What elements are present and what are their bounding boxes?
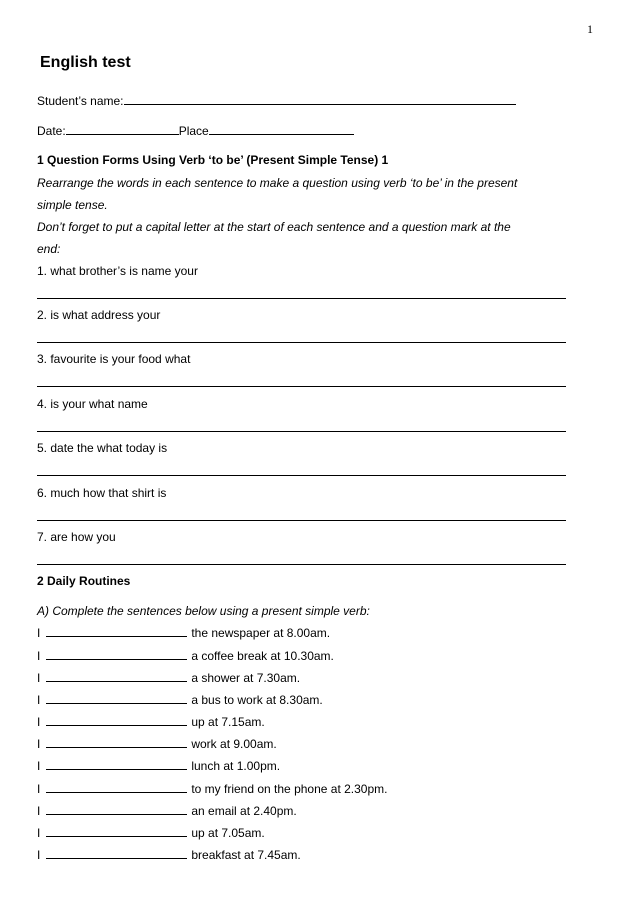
routine-sentence-5 — [37, 714, 265, 730]
section1-instruction-3: Don’t forget to put a capital letter at the start of each sentence and a question mark at the — [37, 220, 511, 234]
student-name-row — [37, 93, 516, 109]
routine-sentence-10 — [37, 825, 265, 841]
sentence-subject: I — [37, 649, 41, 663]
sentence-subject: I — [37, 671, 41, 685]
routine-sentence-6 — [37, 736, 277, 752]
sentence-subject: I — [37, 804, 41, 818]
question-item-6: 6. much how that shirt is — [37, 486, 167, 500]
verb-blank-3[interactable] — [46, 670, 187, 682]
student-name-field[interactable] — [124, 93, 516, 105]
verb-blank-9[interactable] — [46, 803, 187, 815]
sentence-subject: I — [37, 759, 41, 773]
sentence-subject: I — [37, 626, 41, 640]
sentence-text: a bus to work at 8.30am. — [191, 693, 323, 707]
date-label: Date: — [37, 124, 66, 138]
routine-sentence-8 — [37, 781, 387, 797]
answer-line-7[interactable] — [37, 564, 566, 565]
routine-sentence-9 — [37, 803, 297, 819]
date-place-row — [37, 123, 354, 139]
verb-blank-6[interactable] — [46, 736, 187, 748]
verb-blank-11[interactable] — [46, 847, 187, 859]
sentence-subject: I — [37, 782, 41, 796]
sentence-text: an email at 2.40pm. — [191, 804, 297, 818]
answer-line-4[interactable] — [37, 431, 566, 432]
routine-sentence-4 — [37, 692, 323, 708]
answer-line-2[interactable] — [37, 342, 566, 343]
sentence-subject: I — [37, 826, 41, 840]
student-name-label: Student’s name: — [37, 94, 124, 108]
section2-heading: 2 Daily Routines — [37, 574, 131, 588]
section1-heading: 1 Question Forms Using Verb ‘to be’ (Present Simple Tense) 1 — [37, 153, 389, 167]
sentence-subject: I — [37, 848, 41, 862]
sentence-text: a coffee break at 10.30am. — [191, 649, 334, 663]
section1-instruction-1: Rearrange the words in each sentence to make a question using verb ‘to be’ in the present — [37, 176, 518, 190]
routine-sentence-11 — [37, 847, 301, 863]
verb-blank-2[interactable] — [46, 648, 187, 660]
page-title: English test — [40, 54, 131, 71]
sentence-text: lunch at 1.00pm. — [191, 759, 281, 773]
page-number: 1 — [587, 22, 593, 36]
section2-instruction: A) Complete the sentences below using a present simple verb: — [37, 604, 370, 618]
sentence-text: to my friend on the phone at 2.30pm. — [191, 782, 388, 796]
sentence-subject: I — [37, 715, 41, 729]
place-field[interactable] — [209, 123, 354, 135]
verb-blank-10[interactable] — [46, 825, 187, 837]
sentence-text: up at 7.15am. — [191, 715, 265, 729]
sentence-text: breakfast at 7.45am. — [191, 848, 301, 862]
answer-line-6[interactable] — [37, 520, 566, 521]
sentence-text: the newspaper at 8.00am. — [191, 626, 331, 640]
routine-sentence-7 — [37, 758, 280, 774]
section1-instruction-4: end: — [37, 242, 61, 256]
sentence-text: work at 9.00am. — [191, 737, 277, 751]
place-label: Place — [178, 124, 209, 138]
sentence-subject: I — [37, 737, 41, 751]
section1-instruction-2: simple tense. — [37, 198, 108, 212]
sentence-text: up at 7.05am. — [191, 826, 265, 840]
answer-line-3[interactable] — [37, 386, 566, 387]
answer-line-1[interactable] — [37, 298, 566, 299]
answer-line-5[interactable] — [37, 475, 566, 476]
verb-blank-5[interactable] — [46, 714, 187, 726]
verb-blank-8[interactable] — [46, 781, 187, 793]
routine-sentence-3 — [37, 670, 300, 686]
verb-blank-4[interactable] — [46, 692, 187, 704]
verb-blank-1[interactable] — [46, 625, 187, 637]
routine-sentence-1 — [37, 625, 330, 641]
date-field[interactable] — [66, 123, 179, 135]
question-item-2: 2. is what address your — [37, 308, 161, 322]
question-item-1: 1. what brother’s is name your — [37, 264, 198, 278]
verb-blank-7[interactable] — [46, 758, 187, 770]
routine-sentence-2 — [37, 648, 334, 664]
question-item-7: 7. are how you — [37, 530, 116, 544]
question-item-3: 3. favourite is your food what — [37, 352, 191, 366]
sentence-subject: I — [37, 693, 41, 707]
question-item-4: 4. is your what name — [37, 397, 148, 411]
sentence-text: a shower at 7.30am. — [191, 671, 301, 685]
question-item-5: 5. date the what today is — [37, 441, 168, 455]
